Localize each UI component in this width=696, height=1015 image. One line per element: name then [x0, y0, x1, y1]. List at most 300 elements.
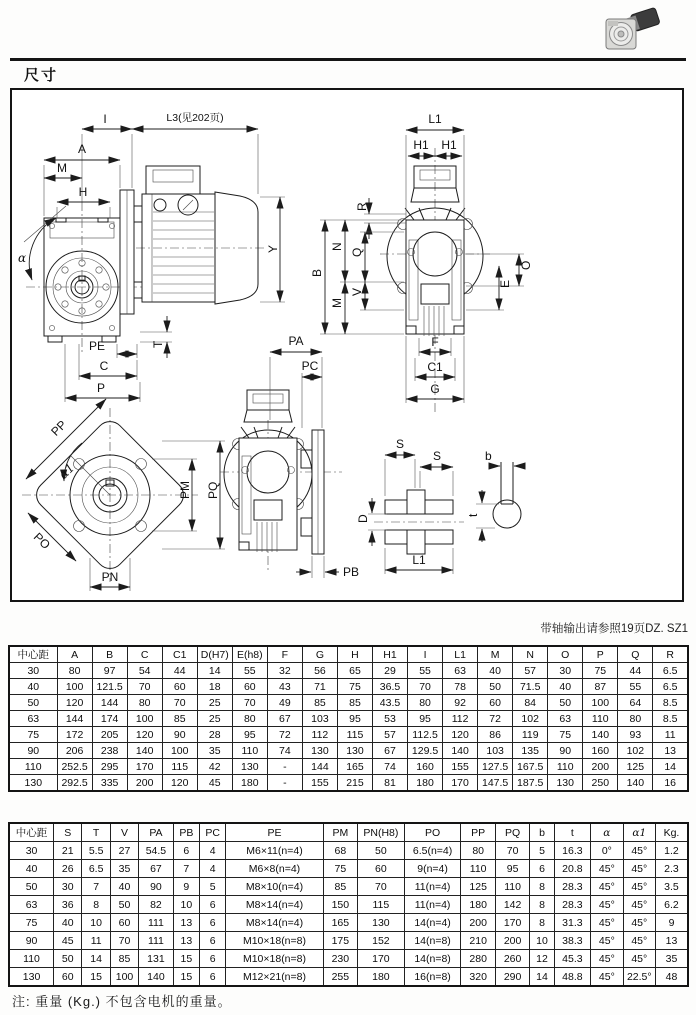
- table-cell: 250: [583, 775, 618, 792]
- table-row: [9, 663, 688, 679]
- table-cell: 210: [461, 932, 495, 950]
- table-cell: 60: [162, 679, 197, 695]
- table-cell: 6: [200, 914, 226, 932]
- table-cell: 45°: [623, 842, 655, 860]
- dim-label-a: A: [77, 142, 87, 156]
- dim-label-s1: S: [395, 437, 405, 451]
- table-cell: 6.2: [655, 896, 688, 914]
- table-cell: 110: [583, 711, 618, 727]
- table-cell: 45°: [591, 968, 623, 987]
- table-cell: 48.8: [554, 968, 590, 987]
- table-row: [9, 842, 688, 860]
- table-cell: 125: [618, 759, 653, 775]
- table-cell: 45°: [591, 860, 623, 878]
- table-row: [9, 743, 688, 759]
- table-cell: 110: [9, 759, 57, 775]
- table-cell: 72: [267, 727, 302, 743]
- table-cell: 28.3: [554, 896, 590, 914]
- dim-label-i: I: [103, 112, 107, 126]
- table-cell: 87: [583, 679, 618, 695]
- table-cell: 10: [530, 932, 554, 950]
- table-cell: 7: [82, 878, 110, 896]
- table-cell: 97: [92, 663, 127, 679]
- table-cell: 85: [110, 950, 138, 968]
- column-header: b: [530, 823, 554, 842]
- table-cell: 160: [583, 743, 618, 759]
- table-cell: 82: [139, 896, 173, 914]
- table-cell: 206: [57, 743, 92, 759]
- table-cell: 14(n=8): [404, 932, 461, 950]
- dim-label-t: T: [151, 340, 165, 348]
- table-cell: 110: [9, 950, 54, 968]
- table-cell: 85: [162, 711, 197, 727]
- table-cell: 13: [653, 743, 688, 759]
- table-cell: 150: [323, 896, 357, 914]
- table-cell: 170: [127, 759, 162, 775]
- table-row: [9, 914, 688, 932]
- table-cell: 70: [408, 679, 443, 695]
- table-cell: 110: [495, 878, 529, 896]
- table-cell: 11(n=4): [404, 896, 461, 914]
- table-cell: 45°: [591, 896, 623, 914]
- side-view-drawing: [18, 112, 285, 402]
- dim-label-e: E: [498, 279, 512, 288]
- table-cell: 6: [530, 860, 554, 878]
- table-cell: 8: [530, 914, 554, 932]
- table-cell: 187.5: [513, 775, 548, 792]
- table-cell: 49: [267, 695, 302, 711]
- table-cell: 120: [57, 695, 92, 711]
- table-cell: 45°: [591, 878, 623, 896]
- table-cell: 180: [358, 968, 405, 987]
- table-cell: 140: [139, 968, 173, 987]
- table-cell: 111: [139, 914, 173, 932]
- table-cell: 200: [495, 932, 529, 950]
- table-cell: 27: [110, 842, 138, 860]
- table-cell: 90: [548, 743, 583, 759]
- table-cell: 102: [618, 743, 653, 759]
- table-cell: 50: [9, 695, 57, 711]
- table-cell: 68: [323, 842, 357, 860]
- table-cell: 57: [372, 727, 407, 743]
- dim-label-q: Q: [350, 247, 364, 257]
- table-cell: 112: [443, 711, 478, 727]
- table-cell: 100: [127, 711, 162, 727]
- table-cell: 40: [548, 679, 583, 695]
- table-cell: 5.5: [82, 842, 110, 860]
- table-cell: 29: [372, 663, 407, 679]
- table-cell: 20.8: [554, 860, 590, 878]
- dim-label-l1b: L1: [412, 553, 426, 567]
- table-cell: 75: [9, 727, 57, 743]
- table-cell: 50: [54, 950, 82, 968]
- column-header: V: [110, 823, 138, 842]
- column-header: R: [653, 646, 688, 663]
- table-cell: 30: [54, 878, 82, 896]
- table-cell: 3.5: [655, 878, 688, 896]
- table-cell: 16: [653, 775, 688, 792]
- table-cell: 115: [358, 896, 405, 914]
- table-cell: 12: [530, 950, 554, 968]
- table-cell: 142: [495, 896, 529, 914]
- table-cell: 30: [548, 663, 583, 679]
- table-cell: 4: [200, 842, 226, 860]
- column-header: PQ: [495, 823, 529, 842]
- table-cell: 155: [443, 759, 478, 775]
- table-cell: 7: [173, 860, 199, 878]
- table-cell: 53: [372, 711, 407, 727]
- dimension-drawings: [12, 90, 682, 600]
- gearbox-product-photo: [596, 5, 664, 57]
- column-header: M: [478, 646, 513, 663]
- table-cell: 28.3: [554, 878, 590, 896]
- table-header-row: [9, 646, 688, 663]
- dim-label-v: V: [350, 287, 364, 296]
- table-cell: 131: [139, 950, 173, 968]
- dim-label-r: R: [355, 202, 369, 211]
- table-cell: 130: [9, 775, 57, 792]
- dim-label-g: G: [430, 382, 440, 396]
- table-cell: 0°: [591, 842, 623, 860]
- table-cell: 45°: [623, 950, 655, 968]
- table-cell: 50: [9, 878, 54, 896]
- table-row: [9, 775, 688, 792]
- technical-drawing-panel: [10, 88, 684, 602]
- dim-label-d: D: [356, 514, 370, 523]
- table-cell: 140: [583, 727, 618, 743]
- table-cell: 18: [197, 679, 232, 695]
- table-cell: 9(n=4): [404, 860, 461, 878]
- dim-label-pb: PB: [343, 565, 360, 579]
- dim-label-h1-left: H1: [413, 138, 429, 152]
- dim-label-c1: C1: [427, 360, 443, 374]
- table-cell: 130: [548, 775, 583, 792]
- table-cell: 85: [337, 695, 372, 711]
- column-header: L1: [443, 646, 478, 663]
- table-cell: 15: [173, 950, 199, 968]
- table-cell: 11: [653, 727, 688, 743]
- column-header: O: [548, 646, 583, 663]
- column-header: 中心距: [9, 823, 54, 842]
- table-cell: 2.3: [655, 860, 688, 878]
- table-cell: 56: [302, 663, 337, 679]
- dim-label-o: O: [519, 260, 533, 270]
- table-cell: 155: [302, 775, 337, 792]
- table-cell: 100: [110, 968, 138, 987]
- table-cell: 35: [110, 860, 138, 878]
- table-cell: 120: [162, 775, 197, 792]
- column-header: α: [591, 823, 623, 842]
- table-cell: 80: [127, 695, 162, 711]
- dim-label-n: N: [330, 242, 344, 251]
- table-cell: 110: [548, 759, 583, 775]
- table-cell: 15: [173, 968, 199, 987]
- table-cell: 5: [200, 878, 226, 896]
- table-cell: 71.5: [513, 679, 548, 695]
- dim-label-pa: PA: [288, 334, 304, 348]
- column-header: G: [302, 646, 337, 663]
- table-cell: 85: [302, 695, 337, 711]
- table-cell: 8.5: [653, 711, 688, 727]
- table-cell: M8×10(n=4): [226, 878, 323, 896]
- table-cell: 1.2: [655, 842, 688, 860]
- dim-label-s2: S: [432, 449, 442, 463]
- column-header: C: [127, 646, 162, 663]
- table-cell: 40: [54, 914, 82, 932]
- table-cell: 63: [548, 711, 583, 727]
- table-cell: 170: [495, 914, 529, 932]
- table-cell: 43: [267, 679, 302, 695]
- column-header: PM: [323, 823, 357, 842]
- table-cell: 167.5: [513, 759, 548, 775]
- table-cell: 175: [323, 932, 357, 950]
- dim-label-f: F: [431, 335, 439, 349]
- table-row: [9, 968, 688, 987]
- table-cell: 40: [9, 679, 57, 695]
- table-cell: 35: [197, 743, 232, 759]
- table-cell: 8: [530, 878, 554, 896]
- table-cell: 15: [82, 968, 110, 987]
- table-row: [9, 932, 688, 950]
- table-row: [9, 679, 688, 695]
- column-header: PN(H8): [358, 823, 405, 842]
- table-cell: 13: [173, 914, 199, 932]
- table-cell: 295: [92, 759, 127, 775]
- dim-label-l1: L1: [428, 112, 442, 126]
- table-cell: 67: [372, 743, 407, 759]
- column-header: B: [92, 646, 127, 663]
- table-cell: 43.5: [372, 695, 407, 711]
- table-cell: 38.3: [554, 932, 590, 950]
- table-cell: 130: [337, 743, 372, 759]
- dimensions-table-2: [8, 822, 689, 987]
- table-cell: 200: [461, 914, 495, 932]
- table-cell: 45°: [623, 914, 655, 932]
- dim-label-alpha1: α1: [56, 460, 78, 482]
- table-cell: 55: [408, 663, 443, 679]
- table-cell: 140: [618, 775, 653, 792]
- dim-label-pp: PP: [48, 417, 70, 439]
- table-cell: 54: [127, 663, 162, 679]
- table-cell: 6: [200, 968, 226, 987]
- table-cell: 9: [655, 914, 688, 932]
- table-cell: 70: [232, 695, 267, 711]
- table-cell: 260: [495, 950, 529, 968]
- column-header: C1: [162, 646, 197, 663]
- table-cell: 30: [9, 663, 57, 679]
- table-cell: 320: [461, 968, 495, 987]
- table-cell: 8: [530, 896, 554, 914]
- column-header: PA: [139, 823, 173, 842]
- table-cell: 26: [54, 860, 82, 878]
- table-cell: 90: [139, 878, 173, 896]
- table-cell: 120: [127, 727, 162, 743]
- table-cell: 60: [232, 679, 267, 695]
- column-header: I: [408, 646, 443, 663]
- table-cell: 140: [443, 743, 478, 759]
- table-cell: 100: [583, 695, 618, 711]
- table-cell: 103: [478, 743, 513, 759]
- table-cell: 80: [232, 711, 267, 727]
- table-cell: 95: [495, 860, 529, 878]
- dim-label-alpha: α: [18, 251, 27, 265]
- table-cell: M12×21(n=8): [226, 968, 323, 987]
- table-cell: 90: [162, 727, 197, 743]
- table-cell: M8×14(n=4): [226, 896, 323, 914]
- table-cell: 74: [267, 743, 302, 759]
- dim-label-b: b: [485, 449, 492, 463]
- column-header: PE: [226, 823, 323, 842]
- dim-label-h: H: [78, 185, 88, 199]
- column-header: Kg.: [655, 823, 688, 842]
- table-header-row: [9, 823, 688, 842]
- table-cell: 45°: [591, 950, 623, 968]
- table-cell: 200: [583, 759, 618, 775]
- table-cell: 50: [478, 679, 513, 695]
- table-cell: 81: [372, 775, 407, 792]
- weight-note: 注: 重量 (Kg.) 不包含电机的重量。: [12, 994, 232, 1009]
- table-cell: 165: [337, 759, 372, 775]
- table-cell: 103: [302, 711, 337, 727]
- table-cell: 135: [513, 743, 548, 759]
- table-cell: 40: [478, 663, 513, 679]
- table-cell: 16(n=8): [404, 968, 461, 987]
- dim-label-pc: PC: [301, 359, 319, 373]
- column-header: A: [57, 646, 92, 663]
- table-cell: 119: [513, 727, 548, 743]
- table-cell: 111: [139, 932, 173, 950]
- table-cell: 63: [443, 663, 478, 679]
- table-cell: M6×8(n=4): [226, 860, 323, 878]
- table-cell: 44: [162, 663, 197, 679]
- table-cell: 35: [655, 950, 688, 968]
- table-cell: 100: [162, 743, 197, 759]
- table-cell: 10: [173, 896, 199, 914]
- table-cell: 112: [302, 727, 337, 743]
- table-cell: 144: [57, 711, 92, 727]
- table-cell: 110: [232, 743, 267, 759]
- dim-label-m2: M: [330, 298, 344, 308]
- table-cell: 292.5: [57, 775, 92, 792]
- table-cell: 130: [302, 743, 337, 759]
- table-cell: -: [267, 775, 302, 792]
- table-cell: 78: [443, 679, 478, 695]
- table-cell: 45°: [591, 932, 623, 950]
- table-cell: 215: [337, 775, 372, 792]
- table-cell: 11(n=4): [404, 878, 461, 896]
- table-cell: 60: [54, 968, 82, 987]
- shaft-view-drawing: [356, 437, 525, 574]
- shaft-output-note: 带轴输出请参照19页DZ. SZ1: [540, 623, 688, 635]
- table-cell: 93: [618, 727, 653, 743]
- column-header: t: [554, 823, 590, 842]
- column-header: E(h8): [232, 646, 267, 663]
- table-cell: 200: [127, 775, 162, 792]
- table-cell: 230: [323, 950, 357, 968]
- table-cell: 45°: [623, 860, 655, 878]
- column-header: PC: [200, 823, 226, 842]
- table-cell: 5: [530, 842, 554, 860]
- table-cell: 63: [9, 896, 54, 914]
- table-cell: 70: [110, 932, 138, 950]
- table-cell: 165: [323, 914, 357, 932]
- table-cell: 4: [200, 860, 226, 878]
- table-cell: 6.5(n=4): [404, 842, 461, 860]
- table-cell: 36: [54, 896, 82, 914]
- table-cell: 50: [548, 695, 583, 711]
- table-cell: 95: [408, 711, 443, 727]
- table-cell: 28: [197, 727, 232, 743]
- table-cell: 6: [200, 896, 226, 914]
- table-cell: 75: [337, 679, 372, 695]
- table-cell: 115: [337, 727, 372, 743]
- table-row: [9, 950, 688, 968]
- table-cell: 280: [461, 950, 495, 968]
- front-view-drawing: [310, 112, 533, 412]
- table-row: [9, 896, 688, 914]
- table-cell: 13: [655, 932, 688, 950]
- table-cell: 60: [478, 695, 513, 711]
- table-cell: 170: [443, 775, 478, 792]
- column-header: Q: [618, 646, 653, 663]
- table-cell: 100: [57, 679, 92, 695]
- dim-label-b: B: [310, 268, 324, 277]
- table-cell: 44: [618, 663, 653, 679]
- dim-label-pq: PQ: [206, 481, 220, 499]
- table-cell: 14(n=4): [404, 914, 461, 932]
- table-cell: 72: [478, 711, 513, 727]
- dim-label-pm: PM: [178, 481, 192, 499]
- table-cell: 70: [127, 679, 162, 695]
- column-header: PO: [404, 823, 461, 842]
- table-cell: 75: [583, 663, 618, 679]
- table-cell: 127.5: [478, 759, 513, 775]
- table-row: [9, 860, 688, 878]
- column-header: PP: [461, 823, 495, 842]
- dim-label-c: C: [99, 359, 109, 373]
- table-row: [9, 695, 688, 711]
- table-cell: 144: [92, 695, 127, 711]
- table-cell: 8.5: [653, 695, 688, 711]
- table-cell: 160: [408, 759, 443, 775]
- table-cell: 55: [618, 679, 653, 695]
- table-cell: 238: [92, 743, 127, 759]
- table-cell: 92: [443, 695, 478, 711]
- table-cell: 40: [9, 860, 54, 878]
- table-cell: 120: [443, 727, 478, 743]
- dim-label-h1-right: H1: [441, 138, 457, 152]
- table-cell: 64: [618, 695, 653, 711]
- table-cell: 36.5: [372, 679, 407, 695]
- table-cell: 290: [495, 968, 529, 987]
- table-cell: 125: [461, 878, 495, 896]
- table-cell: M6×11(n=4): [226, 842, 323, 860]
- table-cell: 84: [513, 695, 548, 711]
- table-cell: 152: [358, 932, 405, 950]
- table-cell: 10: [82, 914, 110, 932]
- table-cell: 110: [461, 860, 495, 878]
- table-cell: 80: [618, 711, 653, 727]
- table-cell: 115: [162, 759, 197, 775]
- table-cell: 180: [232, 775, 267, 792]
- table-cell: 45: [197, 775, 232, 792]
- table-cell: 63: [9, 711, 57, 727]
- column-header: H1: [372, 646, 407, 663]
- table-cell: 67: [139, 860, 173, 878]
- table-cell: 70: [358, 878, 405, 896]
- dim-label-t2: t: [466, 513, 480, 517]
- table-cell: 14: [197, 663, 232, 679]
